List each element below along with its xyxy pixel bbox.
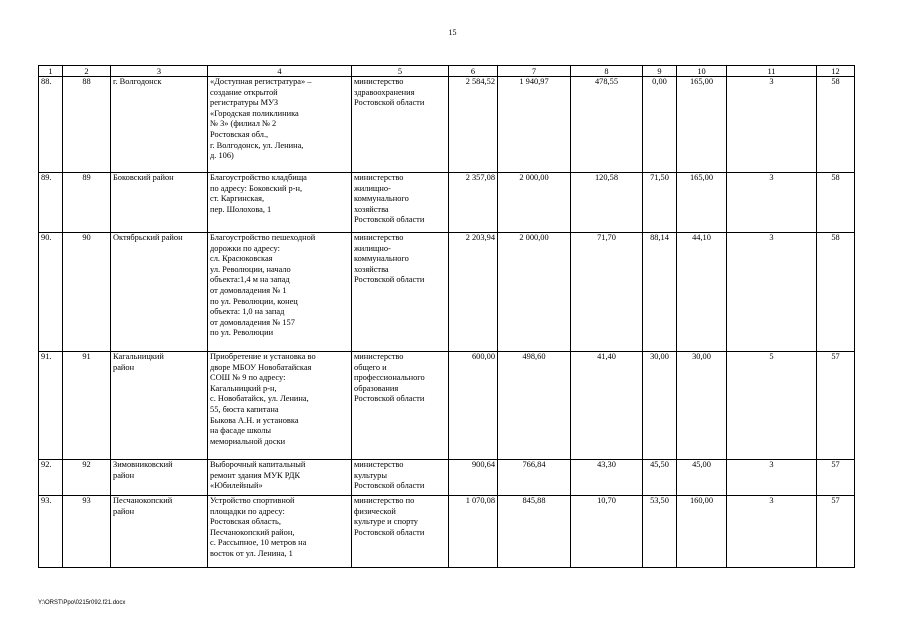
value-col12: 57 xyxy=(817,352,855,460)
value-col7: 498,60 xyxy=(498,352,571,460)
header-row xyxy=(39,66,855,77)
header-cell: 12 xyxy=(817,66,855,77)
value-col8: 120,58 xyxy=(571,173,643,233)
ministry: министерство жилищно- коммунального хозяйства Ростовской области xyxy=(352,173,449,233)
value-col8: 43,30 xyxy=(571,460,643,496)
row-index: 91. xyxy=(39,352,63,460)
value-col11: 3 xyxy=(727,233,817,352)
value-total: 2 357,08 xyxy=(449,173,498,233)
value-col11: 5 xyxy=(727,352,817,460)
row-number: 88 xyxy=(63,77,111,173)
header-cell: 3 xyxy=(111,66,208,77)
table-row xyxy=(39,173,855,233)
value-col10: 165,00 xyxy=(677,173,727,233)
value-col10: 165,00 xyxy=(677,77,727,173)
municipality: Песчанокопский район xyxy=(111,496,208,568)
table-row xyxy=(39,460,855,496)
value-col7: 766,84 xyxy=(498,460,571,496)
municipality: Октябрьский район xyxy=(111,233,208,352)
value-total: 2 203,94 xyxy=(449,233,498,352)
ministry: министерство здравоохранения Ростовской области xyxy=(352,77,449,173)
value-col12: 58 xyxy=(817,77,855,173)
row-index: 88. xyxy=(39,77,63,173)
value-total: 600,00 xyxy=(449,352,498,460)
project-description: Приобретение и установка во дворе МБОУ Новобатайская СОШ № 9 по адресу: Кагальницкий р-н, с. Новобатайск, ул. Ленина, 55, бюста капитана Быкова А.Н. и установка на фасаде школы мемориальной доски xyxy=(208,352,352,460)
value-col8: 41,40 xyxy=(571,352,643,460)
page-number: 15 xyxy=(448,28,457,37)
row-index: 92. xyxy=(39,460,63,496)
header-cell: 11 xyxy=(727,66,817,77)
ministry: министерство культуры Ростовской области xyxy=(352,460,449,496)
project-description: «Доступная регистратура» – создание открытой регистратуры МУЗ «Городская поликлиника № 3» (филиал № 2 Ростовская обл., г. Волгодонск, ул. Ленина, д. 106) xyxy=(208,77,352,173)
value-col8: 478,55 xyxy=(571,77,643,173)
value-col10: 44,10 xyxy=(677,233,727,352)
project-description: Выборочный капитальный ремонт здания МУК РДК «Юбилейный» xyxy=(208,460,352,496)
row-number: 92 xyxy=(63,460,111,496)
value-col7: 2 000,00 xyxy=(498,233,571,352)
value-total: 1 070,08 xyxy=(449,496,498,568)
value-col7: 1 940,97 xyxy=(498,77,571,173)
row-number: 91 xyxy=(63,352,111,460)
value-col11: 3 xyxy=(727,77,817,173)
municipality: Зимовниковский район xyxy=(111,460,208,496)
header-cell: 7 xyxy=(498,66,571,77)
header-cell: 8 xyxy=(571,66,643,77)
value-col9: 88,14 xyxy=(643,233,677,352)
value-col7: 2 000,00 xyxy=(498,173,571,233)
row-number: 90 xyxy=(63,233,111,352)
row-index: 89. xyxy=(39,173,63,233)
row-number: 93 xyxy=(63,496,111,568)
table-row xyxy=(39,77,855,173)
table-row xyxy=(39,233,855,352)
header-cell: 6 xyxy=(449,66,498,77)
value-col10: 45,00 xyxy=(677,460,727,496)
project-description: Устройство спортивной площадки по адресу: Ростовская область, Песчанокопский район, с. Рассыпное, 10 метров на восток от ул. Ленина, 1 xyxy=(208,496,352,568)
value-col9: 53,50 xyxy=(643,496,677,568)
header-cell: 4 xyxy=(208,66,352,77)
header-cell: 2 xyxy=(63,66,111,77)
value-col9: 30,00 xyxy=(643,352,677,460)
ministry: министерство общего и профессионального образования Ростовской области xyxy=(352,352,449,460)
project-description: Благоустройство пешеходной дорожки по адресу: сл. Красюковская ул. Революции, начало объекта:1,4 м на запад от домовладения № 1 по ул. Революции, конец объекта: 1,0 на запад от домовладения № 157 по ул. Революции xyxy=(208,233,352,352)
municipality: г. Волгодонск xyxy=(111,77,208,173)
row-index: 90. xyxy=(39,233,63,352)
value-col10: 160,00 xyxy=(677,496,727,568)
table-row xyxy=(39,496,855,568)
value-col12: 58 xyxy=(817,233,855,352)
value-total: 2 584,52 xyxy=(449,77,498,173)
municipality: Кагальницкий район xyxy=(111,352,208,460)
value-col9: 45,50 xyxy=(643,460,677,496)
value-col11: 3 xyxy=(727,460,817,496)
projects-table xyxy=(38,65,855,568)
row-number: 89 xyxy=(63,173,111,233)
value-col7: 845,88 xyxy=(498,496,571,568)
footer-file-path: Y:\ORST\Ppo\0215r092.f21.docx xyxy=(38,600,126,606)
row-index: 93. xyxy=(39,496,63,568)
value-col10: 30,00 xyxy=(677,352,727,460)
value-col8: 10,70 xyxy=(571,496,643,568)
value-col11: 3 xyxy=(727,173,817,233)
project-description: Благоустройство кладбища по адресу: Боковский р-н, ст. Каргинская, пер. Шолохова, 1 xyxy=(208,173,352,233)
header-cell: 9 xyxy=(643,66,677,77)
value-col11: 3 xyxy=(727,496,817,568)
ministry: министерство по физической культуре и спорту Ростовской области xyxy=(352,496,449,568)
table-row xyxy=(39,352,855,460)
header-cell: 5 xyxy=(352,66,449,77)
value-col12: 57 xyxy=(817,496,855,568)
value-total: 900,64 xyxy=(449,460,498,496)
header-cell: 10 xyxy=(677,66,727,77)
municipality: Боковский район xyxy=(111,173,208,233)
header-cell: 1 xyxy=(39,66,63,77)
value-col12: 57 xyxy=(817,460,855,496)
value-col8: 71,70 xyxy=(571,233,643,352)
ministry: министерство жилищно- коммунального хозяйства Ростовской области xyxy=(352,233,449,352)
value-col12: 58 xyxy=(817,173,855,233)
value-col9: 71,50 xyxy=(643,173,677,233)
value-col9: 0,00 xyxy=(643,77,677,173)
